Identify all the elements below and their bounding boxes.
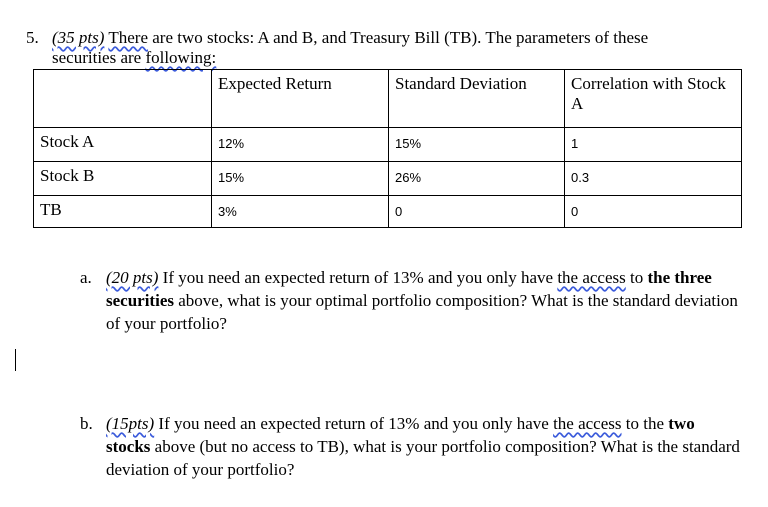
cell-std-dev: 26%	[389, 162, 565, 196]
part-a-text-3: above, what is your optimal portfolio composition? What is the standard deviation of your portfolio?	[106, 291, 738, 333]
table-row	[34, 128, 742, 162]
table-row	[34, 196, 742, 228]
cell-std-dev: 0	[389, 196, 565, 228]
question-number: 5.	[26, 28, 39, 47]
part-b-text-1: If you need an expected return of 13% and you only have	[154, 414, 554, 433]
cell-expected-return: 3%	[212, 196, 389, 228]
part-a-access: the access	[557, 268, 626, 287]
row-label: TB	[34, 196, 212, 228]
table-header-row	[34, 70, 742, 128]
table-row	[34, 162, 742, 196]
cell-correlation: 0	[565, 196, 742, 228]
question-header	[26, 28, 756, 68]
part-b-bold: two stocks	[106, 414, 695, 456]
question-intro-text: are two stocks: A and B, and Treasury Bill (TB). The parameters of these	[148, 28, 649, 47]
table-header-expected-return: Expected Return	[212, 70, 389, 128]
row-label: Stock A	[34, 128, 212, 162]
part-a-bold: the three securities	[106, 268, 712, 310]
part-b-points: (15pts)	[106, 414, 155, 433]
part-b-label: b.	[80, 414, 93, 433]
cell-expected-return: 12%	[212, 128, 389, 162]
part-a-text-1: If you need an expected return of 13% and you only have	[158, 268, 558, 287]
question-points: (35 pts)	[52, 28, 105, 47]
part-b	[80, 412, 740, 481]
part-a-points: (20 pts)	[106, 268, 159, 287]
part-b-text-2: to the	[621, 414, 669, 433]
table-header-std-dev: Standard Deviation	[389, 70, 565, 128]
table-header-correlation: Correlation with Stock A	[565, 70, 742, 128]
question-intro-there: There	[108, 28, 149, 47]
part-a	[80, 266, 740, 335]
question-intro-line2: securities are	[52, 48, 146, 67]
cell-correlation: 0.3	[565, 162, 742, 196]
cell-correlation: 1	[565, 128, 742, 162]
table-header-empty	[34, 70, 212, 128]
text-cursor	[15, 349, 16, 371]
question-intro-following: following:	[145, 48, 217, 67]
part-b-text-3: above (but no access to TB), what is your portfolio composition? What is the standard deviation of your portfolio?	[106, 437, 740, 479]
cell-expected-return: 15%	[212, 162, 389, 196]
parameters-table	[33, 69, 742, 228]
cell-std-dev: 15%	[389, 128, 565, 162]
part-a-label: a.	[80, 268, 92, 287]
row-label: Stock B	[34, 162, 212, 196]
part-b-access: the access	[553, 414, 622, 433]
part-a-text-2: to	[625, 268, 648, 287]
